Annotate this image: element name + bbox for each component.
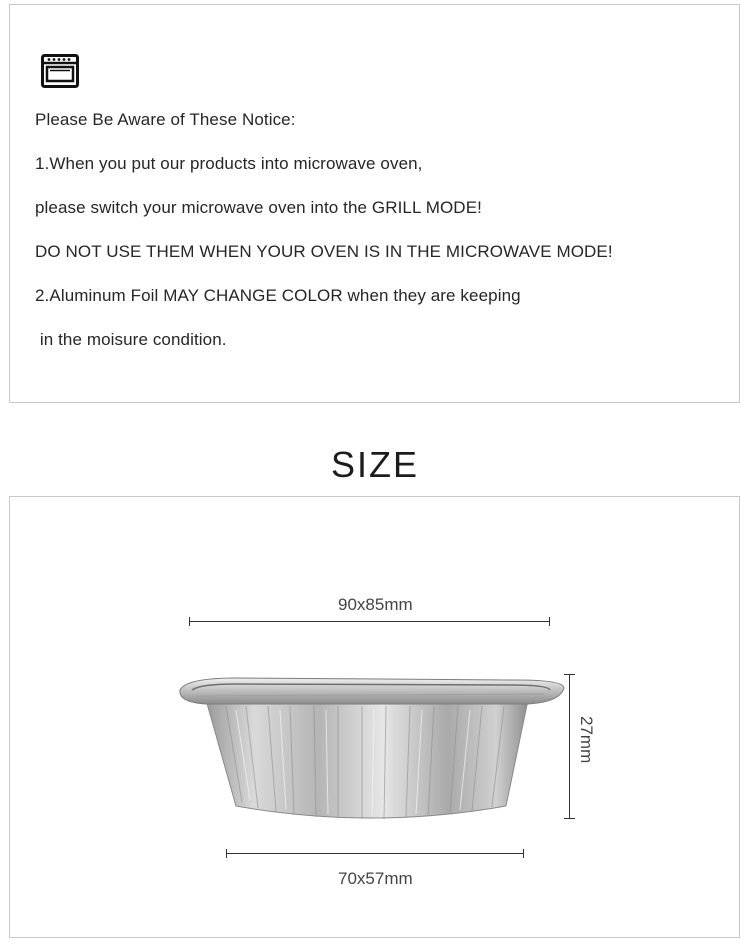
- notice-heading: Please Be Aware of These Notice:: [35, 110, 296, 129]
- notice-line-1: 1.When you put our products into microwave oven,: [35, 154, 423, 173]
- aluminum-foil-tray-image: [176, 670, 568, 830]
- top-dimension-line: [189, 621, 550, 622]
- notice-line-2: please switch your microwave oven into the GRILL MODE!: [35, 198, 482, 217]
- notice-line-5: in the moisure condition.: [35, 330, 227, 349]
- notice-line-4: 2.Aluminum Foil MAY CHANGE COLOR when they are keeping: [35, 286, 521, 305]
- notice-panel: [9, 4, 740, 403]
- top-dimension-label: 90x85mm: [338, 595, 413, 614]
- bottom-dimension-label: 70x57mm: [338, 869, 413, 888]
- size-heading: SIZE: [330, 444, 419, 485]
- height-dimension-label: 27mm: [577, 716, 596, 764]
- notice-line-3: DO NOT USE THEM WHEN YOUR OVEN IS IN THE MICROWAVE MODE!: [35, 242, 613, 261]
- oven-icon: [41, 54, 79, 88]
- height-dimension-line: [569, 674, 570, 819]
- bottom-dimension-line: [226, 853, 524, 854]
